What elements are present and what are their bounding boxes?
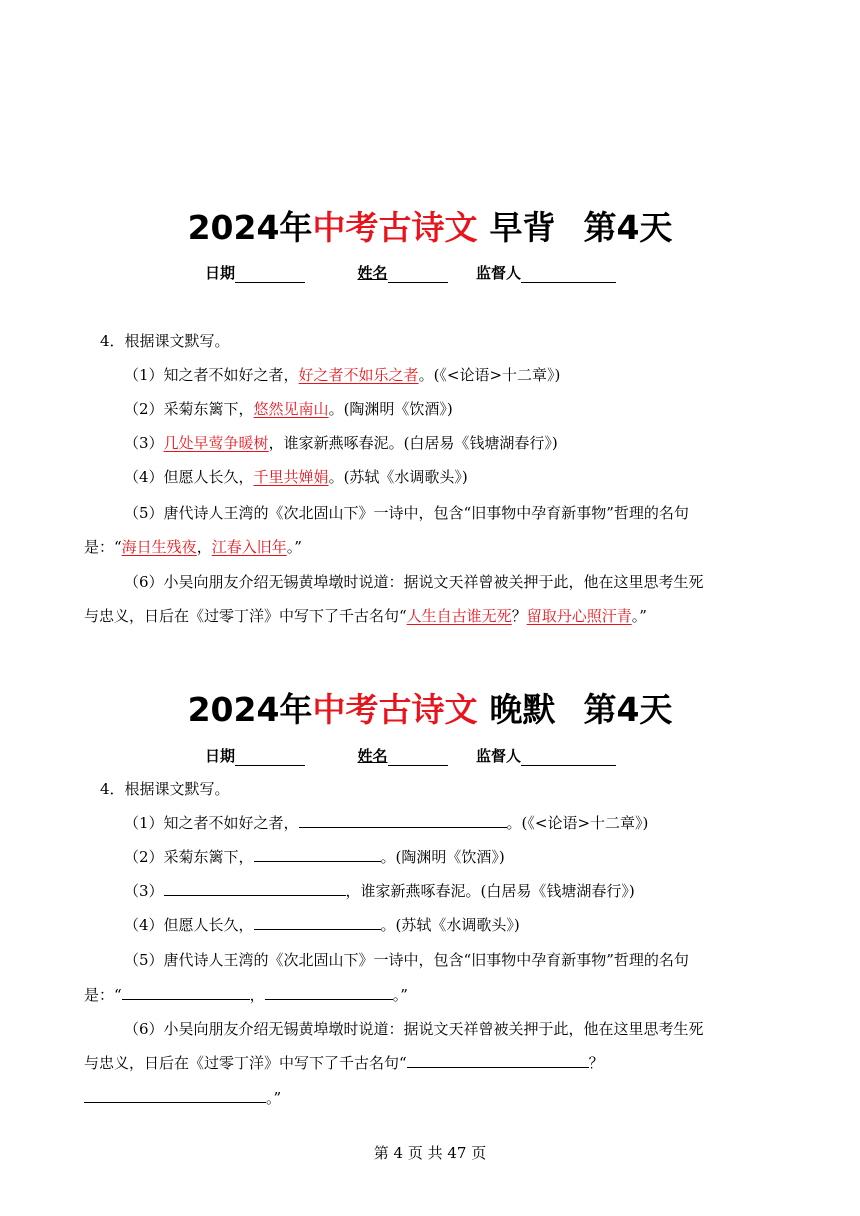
answer-5b: 江春入旧年 xyxy=(211,538,287,556)
evening-title xyxy=(0,684,860,731)
question-5-line-2: 是：“ ， 。” xyxy=(84,986,408,1004)
page-number-footer: 第 4 页 共 47 页 xyxy=(373,1144,487,1162)
answer-blank-5a[interactable] xyxy=(122,985,250,1000)
question-4: （4）但愿人长久， 。(苏轼《水调歌头》) xyxy=(124,916,520,934)
question-3: （3） ，谁家新燕啄春泥。(白居易《钱塘湖春行》) xyxy=(124,882,635,900)
answer-blank-6b[interactable] xyxy=(84,1088,266,1103)
title-year: 2024年 xyxy=(187,208,313,247)
title-highlight: 中考古诗文 xyxy=(312,690,478,729)
question-5-line-2: 是：“海日生残夜，江春入旧年。” xyxy=(84,538,302,556)
title-highlight: 中考古诗文 xyxy=(312,208,478,247)
question-6-line-1: （6）小吴向朋友介绍无锡黄埠墩时说道：据说文天祥曾被关押于此，他在这里思考生死 xyxy=(124,573,704,591)
question-6-line-2: 与忠义，日后在《过零丁洋》中写下了千古名句“人生自古谁无死？留取丹心照汗青。” xyxy=(84,607,647,625)
question-2: （2）采菊东篱下，悠然见南山。(陶渊明《饮酒》) xyxy=(124,400,453,418)
supervisor-blank[interactable] xyxy=(521,749,616,766)
answer-blank-4[interactable] xyxy=(254,915,381,930)
question-3: （3）几处早莺争暖树，谁家新燕啄春泥。(白居易《钱塘湖春行》) xyxy=(124,434,558,452)
question-5-line-1: （5）唐代诗人王湾的《次北固山下》一诗中，包含“旧事物中孕育新事物”哲理的名句 xyxy=(124,504,689,522)
answer-blank-2[interactable] xyxy=(254,847,381,862)
date-blank[interactable] xyxy=(235,749,305,766)
question-6-line-3: 。” xyxy=(84,1088,281,1108)
date-label: 日期 xyxy=(205,747,236,765)
answer-2: 悠然见南山 xyxy=(253,400,329,418)
answer-6b: 留取丹心照汗青 xyxy=(526,607,632,625)
answer-1: 好之者不如乐之者 xyxy=(298,366,419,384)
answer-3: 几处早莺争暖树 xyxy=(163,434,269,452)
question-1: （1）知之者不如好之者， 。(《<论语>十二章》) xyxy=(124,814,649,832)
title-mode: 早背 xyxy=(489,208,556,247)
morning-meta-row xyxy=(205,262,665,283)
title-day: 第4天 xyxy=(583,690,673,729)
date-blank[interactable] xyxy=(235,266,305,283)
answer-blank-6a[interactable] xyxy=(407,1053,589,1068)
name-blank[interactable] xyxy=(388,749,448,766)
morning-title xyxy=(0,202,860,249)
supervisor-label: 监督人 xyxy=(475,747,521,765)
name-label: 姓名 xyxy=(357,264,388,282)
answer-5a: 海日生残夜 xyxy=(121,538,197,556)
date-label: 日期 xyxy=(205,264,236,282)
question-4: （4）但愿人长久，千里共婵娟。(苏轼《水调歌头》) xyxy=(124,468,468,486)
answer-blank-1[interactable] xyxy=(299,813,507,828)
name-label: 姓名 xyxy=(357,747,388,765)
answer-4: 千里共婵娟 xyxy=(253,468,329,486)
question-1: （1）知之者不如好之者，好之者不如乐之者。(《<论语>十二章》) xyxy=(124,366,561,384)
answer-blank-5b[interactable] xyxy=(265,985,393,1000)
question-6-line-2: 与忠义，日后在《过零丁洋》中写下了千古名句“ ？ xyxy=(84,1054,604,1072)
title-day: 第4天 xyxy=(583,208,673,247)
answer-blank-3[interactable] xyxy=(164,881,346,896)
question-6-line-1: （6）小吴向朋友介绍无锡黄埠墩时说道：据说文天祥曾被关押于此，他在这里思考生死 xyxy=(124,1020,704,1038)
question-2: （2）采菊东篱下， 。(陶渊明《饮酒》) xyxy=(124,848,505,866)
evening-meta-row xyxy=(205,745,665,766)
answer-6a: 人生自古谁无死 xyxy=(406,607,512,625)
title-mode: 晚默 xyxy=(489,690,556,729)
question-heading: 4．根据课文默写。 xyxy=(100,780,230,798)
supervisor-label: 监督人 xyxy=(475,264,521,282)
question-heading: 4．根据课文默写。 xyxy=(100,332,230,350)
question-5-line-1: （5）唐代诗人王湾的《次北固山下》一诗中，包含“旧事物中孕育新事物”哲理的名句 xyxy=(124,951,689,969)
title-year: 2024年 xyxy=(187,690,313,729)
name-blank[interactable] xyxy=(388,266,448,283)
supervisor-blank[interactable] xyxy=(521,266,616,283)
